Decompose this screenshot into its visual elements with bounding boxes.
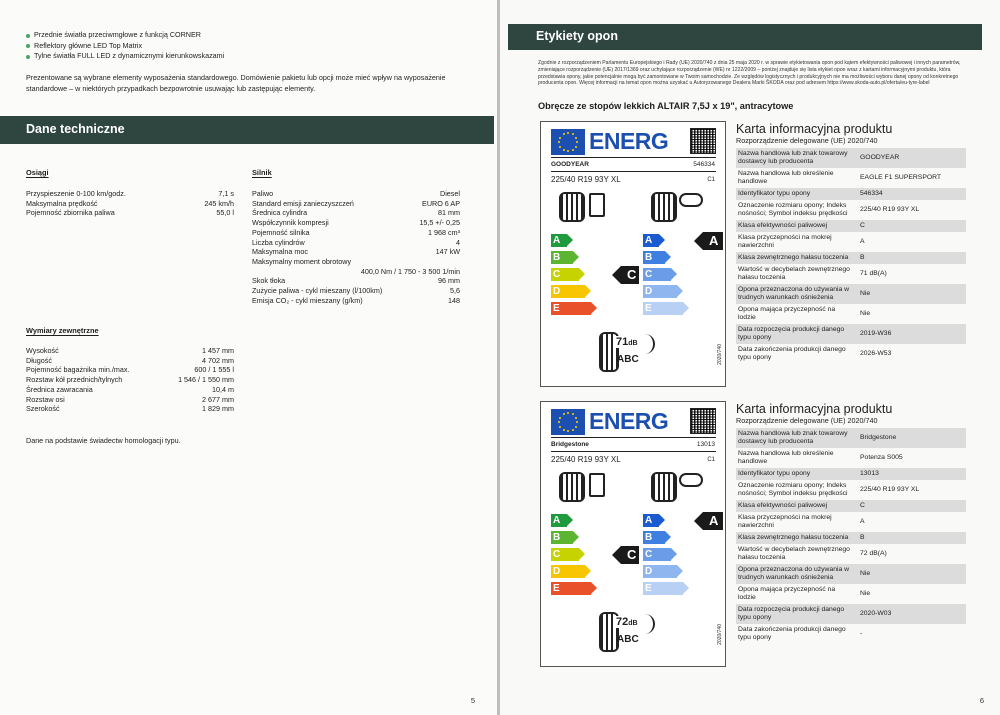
info-value: 546334 bbox=[860, 190, 883, 197]
info-label: Nazwa handlowa lub określenie handlowe bbox=[738, 170, 834, 185]
regulation-id: 2020/740 bbox=[717, 624, 723, 645]
qr-code-icon bbox=[690, 408, 716, 434]
tyre-class: C1 bbox=[707, 457, 715, 463]
spec-label: Emisja CO₂ - cykl mieszany (g/km) bbox=[252, 295, 363, 305]
spec-label: Standard emisji zanieczyszczeń bbox=[252, 198, 354, 208]
scale-bar-d: D bbox=[643, 565, 677, 578]
spec-value: 10,4 m bbox=[212, 384, 234, 394]
fuel-class-marker: C bbox=[621, 266, 639, 284]
info-row bbox=[736, 584, 966, 604]
product-info-sheet bbox=[736, 402, 966, 644]
info-row bbox=[736, 304, 966, 324]
info-value: B bbox=[860, 534, 865, 541]
info-row bbox=[736, 512, 966, 532]
qr-code-icon bbox=[690, 128, 716, 154]
page-right bbox=[500, 0, 1000, 715]
info-value: 72 dB(A) bbox=[860, 550, 887, 557]
info-value: Nie bbox=[860, 290, 871, 297]
tyre-class: C1 bbox=[707, 177, 715, 183]
scale-bar-e: E bbox=[643, 302, 683, 315]
info-label: Data rozpoczęcia produkcji danego typu opony bbox=[738, 606, 845, 621]
info-row bbox=[736, 564, 966, 584]
noise-db bbox=[615, 616, 639, 628]
regulation-id: 2020/740 bbox=[717, 344, 723, 365]
info-value: Bridgestone bbox=[860, 434, 897, 441]
spec-label: Rozstaw kół przednich/tylnych bbox=[26, 375, 123, 385]
info-label: Oznaczenie rozmiaru opony; Indeks nośności; Symbol indeksu prędkości bbox=[738, 202, 848, 217]
intro-text: Prezentowane są wybrane elementy wyposażenia standardowego. Domówienie pakietu lub opcji może mieć wpływ na wyposażenie standardowe – w niektórych przypadkach bezpowrotnie usuwając lub zastępując elementy. bbox=[26, 73, 446, 93]
noise-unit: dB bbox=[628, 340, 638, 347]
tyre-icon bbox=[559, 192, 585, 222]
energy-label-logo: ENERG bbox=[589, 408, 669, 434]
info-label: Wartość w decybelach zewnętrznego hałasu toczenia bbox=[738, 266, 850, 281]
info-row bbox=[736, 188, 966, 200]
wet-grip-scale bbox=[643, 234, 683, 319]
spec-value: 5,6 bbox=[450, 286, 460, 296]
sound-waves-icon bbox=[643, 334, 655, 354]
scale-bar-e: E bbox=[551, 302, 591, 315]
info-row bbox=[736, 544, 966, 564]
info-value: EAGLE F1 SUPERSPORT bbox=[860, 174, 942, 181]
info-label: Wartość w decybelach zewnętrznego hałasu toczenia bbox=[738, 546, 850, 561]
spec-label: Maksymalny moment obrotowy bbox=[252, 256, 352, 266]
spec-label: Paliwo bbox=[252, 189, 274, 198]
section-title: Etykiety opon bbox=[536, 29, 618, 43]
spec-label: Szerokość bbox=[26, 404, 60, 414]
info-value: GOODYEAR bbox=[860, 154, 900, 161]
rain-cloud-icon bbox=[679, 193, 703, 207]
info-label: Opona mająca przyczepność na lodzie bbox=[738, 306, 836, 321]
spec-value: 1 457 mm bbox=[202, 346, 234, 355]
scale-bar-e: E bbox=[643, 582, 683, 595]
info-value: B bbox=[860, 254, 865, 261]
info-value: C bbox=[860, 502, 865, 509]
spec-label: Przyspieszenie 0-100 km/godz. bbox=[26, 189, 126, 198]
energy-label-logo: ENERG bbox=[589, 128, 669, 154]
info-label: Oznaczenie rozmiaru opony; Indeks nośności; Symbol indeksu prędkości bbox=[738, 482, 848, 497]
info-row bbox=[736, 148, 966, 168]
noise-class: ABC bbox=[617, 354, 639, 365]
spec-value: 4 bbox=[456, 237, 460, 247]
eu-tyre-label bbox=[540, 401, 726, 667]
spec-row bbox=[252, 218, 460, 228]
spec-row bbox=[26, 365, 234, 375]
tyre-size: 225/40 R19 93Y XL bbox=[551, 175, 621, 184]
scale-bar-d: D bbox=[551, 565, 585, 578]
info-label: Klasa przyczepności na mokrej nawierzchni bbox=[738, 514, 832, 529]
legal-text: Zgodnie z rozporządzeniem Parlamentu Europejskiego i Rady (UE) 2020/740 z dnia 25 maja 2020 r. w sprawie etykietowania opon pod kątem efektywności paliwowej i innych parametrów, zmieniające rozporządzenie (UE) 2017/1369 oraz uchylające rozporządzenie (WE) nr 1222/2009 – poniżej znajduje się lista etykiet opon wraz z kartami informacyjnymi produktu, która przedstawia opony, jakie potencjalnie mogą być zamontowane w Twoim samochodzie. Ze względów logistycznych i produkcyjnych nie ma możliwości wyboru danej opony od konkretnego producenta opon. Więcej informacji na temat opon można uzyskać u Autoryzowanego Dealera Marki ŠKODA oraz pod adresem https://www.skoda-auto.pl/oferta/eu-tyre-label bbox=[538, 60, 961, 87]
info-row bbox=[736, 344, 966, 364]
scale-bar-a: A bbox=[551, 234, 567, 247]
info-value: Nie bbox=[860, 310, 871, 317]
tyre-type-id: 13013 bbox=[696, 441, 715, 448]
spec-label: Skok tłoka bbox=[252, 276, 286, 286]
info-value: 71 dB(A) bbox=[860, 270, 887, 277]
rain-cloud-icon bbox=[679, 473, 703, 487]
scale-bar-c: C bbox=[643, 548, 671, 561]
info-label: Klasa przyczepności na mokrej nawierzchni bbox=[738, 234, 832, 249]
noise-value: 72 bbox=[616, 616, 629, 628]
section-header-tyres bbox=[508, 24, 982, 50]
feature-item: Reflektory główne LED Top Matrix bbox=[26, 41, 224, 52]
info-label: Opona mająca przyczepność na lodzie bbox=[738, 586, 836, 601]
fuel-pump-icon bbox=[589, 473, 605, 497]
spec-row bbox=[252, 296, 460, 306]
card-title: Karta informacyjna produktu bbox=[736, 122, 893, 136]
fuel-efficiency-scale bbox=[551, 234, 591, 319]
tyre-size: 225/40 R19 93Y XL bbox=[551, 455, 621, 464]
wheel-title: Obręcze ze stopów lekkich ALTAIR 7,5J x 19", antracytowe bbox=[538, 101, 794, 111]
info-value: 2019-W36 bbox=[860, 330, 892, 337]
spec-value: Diesel bbox=[440, 189, 460, 198]
info-value: A bbox=[860, 238, 865, 245]
tyre-brand: Bridgestone bbox=[551, 441, 589, 448]
scale-bar-b: B bbox=[551, 251, 573, 264]
scale-bar-e: E bbox=[551, 582, 591, 595]
tyre-icon bbox=[651, 472, 677, 502]
eu-flag-icon bbox=[551, 409, 585, 435]
scale-bar-c: C bbox=[551, 268, 579, 281]
spec-value: 1 546 / 1 550 mm bbox=[178, 375, 234, 385]
scale-bar-d: D bbox=[643, 285, 677, 298]
spec-row bbox=[26, 404, 234, 414]
info-row bbox=[736, 252, 966, 264]
scale-bar-b: B bbox=[551, 531, 573, 544]
noise-pictogram bbox=[599, 612, 653, 652]
page-number: 6 bbox=[979, 696, 984, 705]
scale-bar-d: D bbox=[551, 285, 585, 298]
info-label: Identyfikator typu opony bbox=[738, 470, 811, 477]
feature-list bbox=[26, 30, 224, 62]
card-title: Karta informacyjna produktu bbox=[736, 402, 893, 416]
spec-row bbox=[26, 375, 234, 385]
info-row bbox=[736, 232, 966, 252]
info-value: 2020-W03 bbox=[860, 610, 892, 617]
tyre-icon bbox=[651, 192, 677, 222]
spec-value: 147 kW bbox=[435, 247, 460, 257]
noise-value: 71 bbox=[616, 336, 629, 348]
info-label: Nazwa handlowa lub znak towarowy dostawcy lub producenta bbox=[738, 150, 848, 165]
spec-label: Zużycie paliwa - cykl mieszany (l/100km) bbox=[252, 286, 383, 296]
info-value: A bbox=[860, 518, 865, 525]
section-header-tech bbox=[0, 116, 494, 144]
spec-value: 1 968 cm³ bbox=[428, 227, 460, 237]
spec-row bbox=[26, 395, 234, 405]
info-row bbox=[736, 604, 966, 624]
spec-label: Maksymalna moc bbox=[252, 247, 308, 257]
fuel-pump-icon bbox=[589, 193, 605, 217]
info-label: Opona przeznaczona do używania w trudnych warunkach ośnieżenia bbox=[738, 286, 850, 301]
spec-value: 55,0 l bbox=[216, 208, 234, 218]
spec-row bbox=[252, 238, 460, 248]
spec-label: Maksymalna prędkość bbox=[26, 198, 98, 208]
spec-value: 81 mm bbox=[438, 208, 460, 218]
info-value: 225/40 R19 93Y XL bbox=[860, 486, 920, 493]
spec-label: Długość bbox=[26, 355, 52, 365]
info-label: Nazwa handlowa lub znak towarowy dostawcy lub producenta bbox=[738, 430, 848, 445]
spec-label: Pojemność zbiornika paliwa bbox=[26, 208, 115, 218]
spec-label: Średnica zawracania bbox=[26, 384, 93, 394]
wet-grip-marker: A bbox=[703, 232, 723, 250]
info-value: Nie bbox=[860, 590, 871, 597]
source-note: Dane na podstawie świadectw homologacji typu. bbox=[26, 436, 181, 445]
group-title-performance: Osiągi bbox=[26, 168, 49, 177]
info-label: Data rozpoczęcia produkcji danego typu opony bbox=[738, 326, 845, 341]
product-info-sheet bbox=[736, 122, 966, 364]
spec-row bbox=[26, 189, 234, 199]
card-subtitle: Rozporządzenie delegowane (UE) 2020/740 bbox=[736, 416, 878, 425]
info-value: 2026-W53 bbox=[860, 350, 892, 357]
spec-value: 96 mm bbox=[438, 276, 460, 286]
spec-label: Rozstaw osi bbox=[26, 394, 65, 404]
scale-bar-c: C bbox=[643, 268, 671, 281]
dimensions-table bbox=[26, 346, 234, 414]
noise-pictogram bbox=[599, 332, 653, 372]
info-label: Opona przeznaczona do używania w trudnych warunkach ośnieżenia bbox=[738, 566, 850, 581]
section-title: Dane techniczne bbox=[26, 122, 125, 136]
spec-value: 4 702 mm bbox=[202, 355, 234, 365]
info-row bbox=[736, 324, 966, 344]
spec-row bbox=[252, 189, 460, 199]
spec-row bbox=[26, 385, 234, 395]
spec-row bbox=[26, 346, 234, 356]
info-row bbox=[736, 428, 966, 448]
spec-row bbox=[252, 199, 460, 209]
noise-unit: dB bbox=[628, 620, 638, 627]
info-row bbox=[736, 480, 966, 500]
spec-value: 400,0 Nm / 1 750 - 3 500 1/min bbox=[360, 266, 460, 276]
spec-row bbox=[252, 208, 460, 218]
noise-db bbox=[615, 336, 639, 348]
info-row bbox=[736, 220, 966, 232]
spec-label: Liczba cylindrów bbox=[252, 237, 305, 247]
spec-label: Średnica cylindra bbox=[252, 208, 308, 218]
spec-label: Współczynnik kompresji bbox=[252, 218, 329, 228]
info-row bbox=[736, 468, 966, 480]
spec-value: 600 / 1 555 l bbox=[194, 365, 234, 375]
info-label: Nazwa handlowa lub określenie handlowe bbox=[738, 450, 834, 465]
spec-row bbox=[252, 247, 460, 257]
feature-item: Przednie światła przeciwmgłowe z funkcją CORNER bbox=[26, 30, 224, 41]
spec-value: 1 829 mm bbox=[202, 404, 234, 414]
fuel-efficiency-scale bbox=[551, 514, 591, 599]
info-label: Identyfikator typu opony bbox=[738, 190, 811, 197]
page-number: 5 bbox=[470, 696, 475, 705]
spec-value: 2 677 mm bbox=[202, 394, 234, 404]
spec-label: Pojemność bagażnika min./max. bbox=[26, 365, 130, 375]
info-value: Potenza S005 bbox=[860, 454, 903, 461]
spec-row bbox=[26, 208, 234, 218]
info-label: Data zakończenia produkcji danego typu opony bbox=[738, 346, 846, 361]
spec-row bbox=[26, 356, 234, 366]
info-label: Data zakończenia produkcji danego typu opony bbox=[738, 626, 846, 641]
spec-row bbox=[252, 257, 460, 276]
spec-value: 148 bbox=[448, 295, 460, 305]
info-label: Klasa zewnętrznego hałasu toczenia bbox=[738, 534, 849, 541]
info-row bbox=[736, 284, 966, 304]
spec-row bbox=[252, 276, 460, 286]
scale-bar-c: C bbox=[551, 548, 579, 561]
info-label: Klasa efektywności paliwowej bbox=[738, 222, 828, 229]
spec-value: 245 km/h bbox=[204, 198, 234, 208]
spec-value: EURO 6 AP bbox=[422, 198, 460, 208]
page-left bbox=[0, 0, 497, 715]
info-row bbox=[736, 500, 966, 512]
info-row bbox=[736, 168, 966, 188]
scale-bar-a: A bbox=[643, 514, 659, 527]
tyre-type-id: 546334 bbox=[693, 161, 715, 168]
eu-flag-icon bbox=[551, 129, 585, 155]
info-value: - bbox=[860, 630, 863, 637]
spec-label: Pojemność silnika bbox=[252, 227, 310, 237]
performance-table bbox=[26, 189, 234, 218]
info-label: Klasa zewnętrznego hałasu toczenia bbox=[738, 254, 849, 261]
scale-bar-a: A bbox=[551, 514, 567, 527]
wet-grip-marker: A bbox=[703, 512, 723, 530]
info-row bbox=[736, 200, 966, 220]
card-subtitle: Rozporządzenie delegowane (UE) 2020/740 bbox=[736, 136, 878, 145]
tyre-brand: GOODYEAR bbox=[551, 161, 589, 168]
group-title-dimensions: Wymiary zewnętrzne bbox=[26, 326, 99, 335]
scale-bar-b: B bbox=[643, 251, 665, 264]
scale-bar-a: A bbox=[643, 234, 659, 247]
feature-item: Tylne światła FULL LED z dynamicznymi kierunkowskazami bbox=[26, 51, 224, 62]
spec-row bbox=[26, 199, 234, 209]
group-title-engine: Silnik bbox=[252, 168, 272, 177]
info-value: 13013 bbox=[860, 470, 879, 477]
noise-class: ABC bbox=[617, 634, 639, 645]
engine-table bbox=[252, 189, 460, 305]
wet-grip-scale bbox=[643, 514, 683, 599]
eu-tyre-label bbox=[540, 121, 726, 387]
info-label: Klasa efektywności paliwowej bbox=[738, 502, 828, 509]
info-row bbox=[736, 624, 966, 644]
sound-waves-icon bbox=[643, 614, 655, 634]
info-row bbox=[736, 264, 966, 284]
info-value: Nie bbox=[860, 570, 871, 577]
scale-bar-b: B bbox=[643, 531, 665, 544]
spec-row bbox=[252, 286, 460, 296]
fuel-class-marker: C bbox=[621, 546, 639, 564]
spec-value: 15,5 +/- 0,25 bbox=[419, 218, 460, 228]
info-row bbox=[736, 448, 966, 468]
tyre-icon bbox=[559, 472, 585, 502]
info-value: C bbox=[860, 222, 865, 229]
spec-label: Wysokość bbox=[26, 346, 59, 355]
spec-value: 7,1 s bbox=[218, 189, 234, 198]
spec-row bbox=[252, 228, 460, 238]
info-value: 225/40 R19 93Y XL bbox=[860, 206, 920, 213]
info-row bbox=[736, 532, 966, 544]
